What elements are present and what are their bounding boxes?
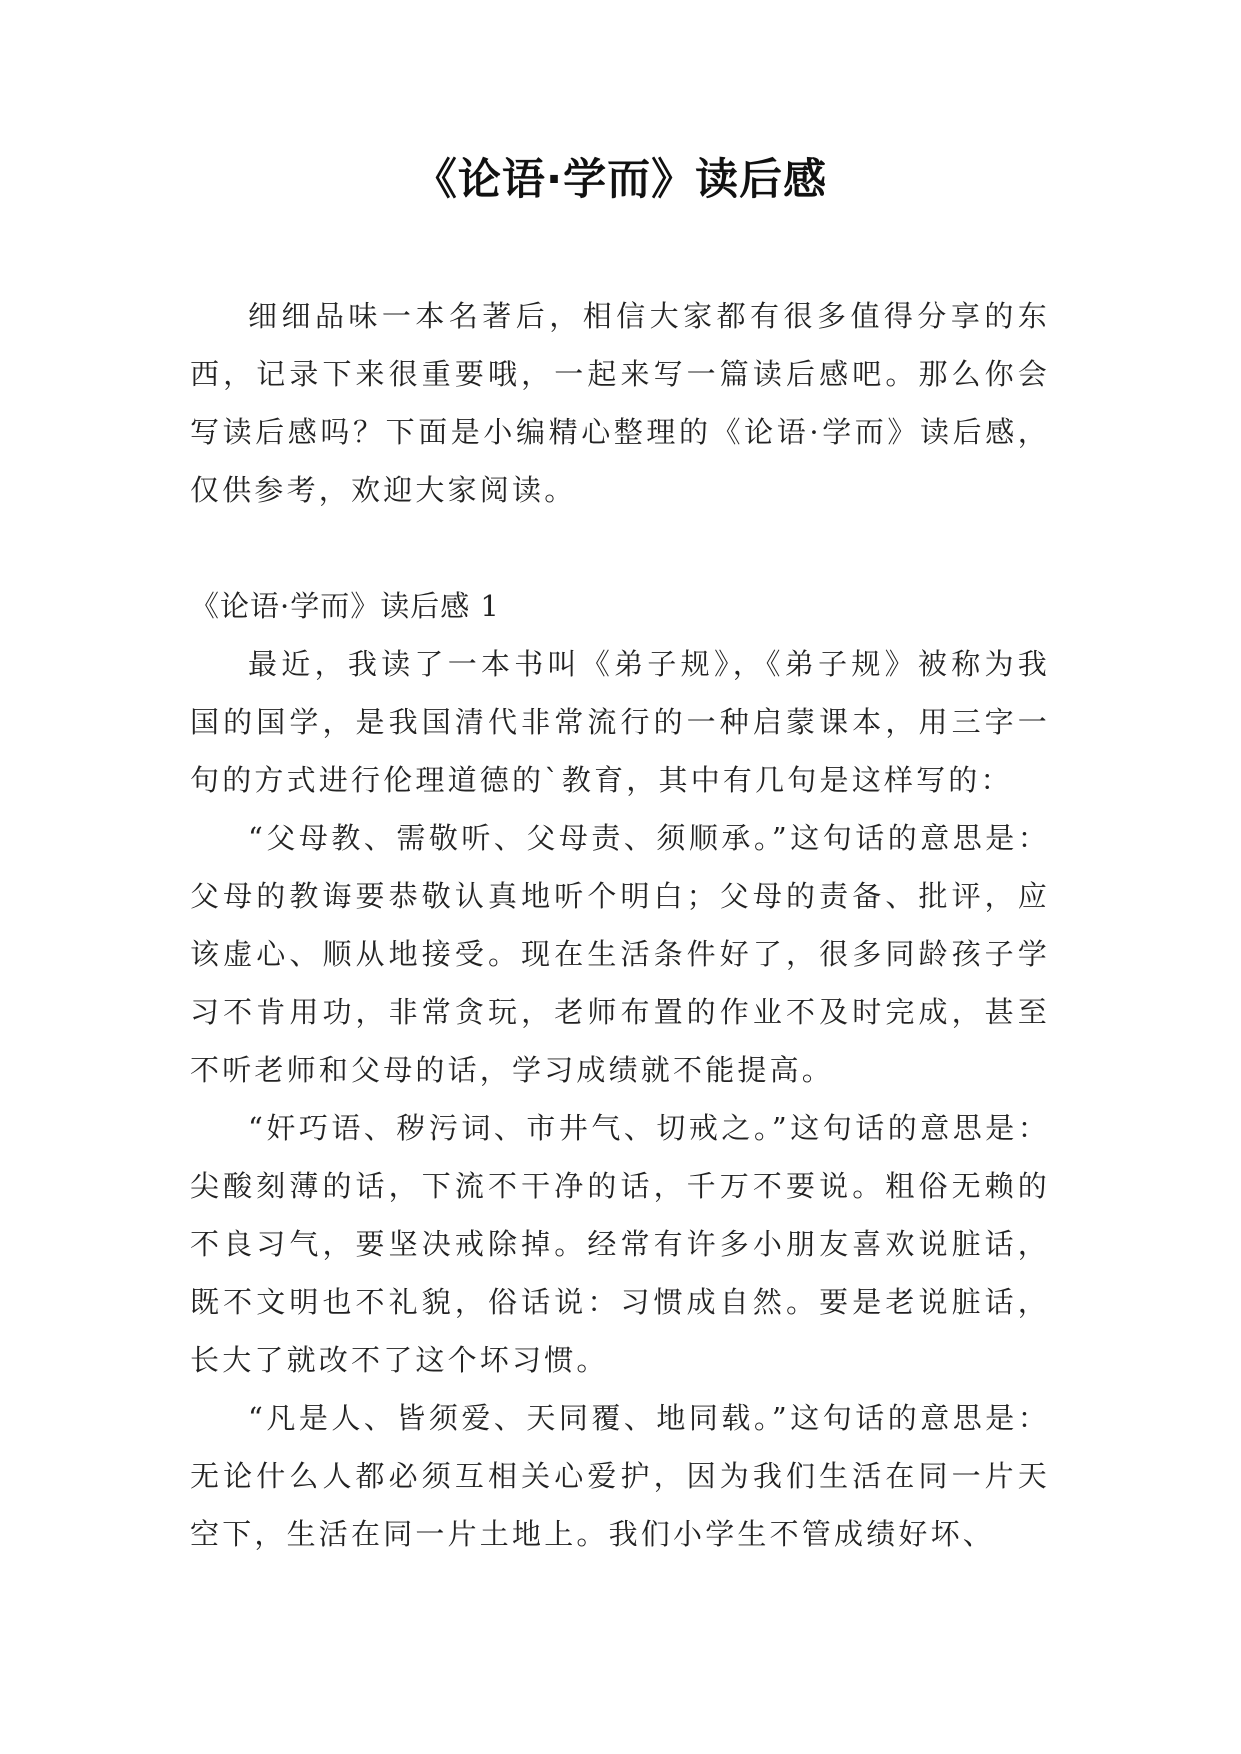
section-heading: 《论语·学而》读后感 1 [190,589,500,623]
body-paragraph: “凡是人、皆须爱、天同覆、地同载。”这句话的意思是：无论什么人都必须互相关心爱护，因为我们生活在同一片天空下，生活在同一片土地上。我们小学生不管成绩好坏、 [190,1401,1050,1551]
document-title: 《论语·学而》读后感 [413,155,828,205]
document-body [190,287,1050,1563]
intro-paragraph: 细细品味一本名著后，相信大家都有很多值得分享的东西，记录下来很重要哦，一起来写一篇读后感吧。那么你会写读后感吗？下面是小编精心整理的《论语·学而》读后感，仅供参考，欢迎大家阅读。 [190,299,1050,507]
body-paragraph: “父母教、需敬听、父母责、须顺承。”这句话的意思是：父母的教诲要恭敬认真地听个明白；父母的责备、批评，应该虚心、顺从地接受。现在生活条件好了，很多同龄孩子学习不肯用功，非常贪玩，老师布置的作业不及时完成，甚至不听老师和父母的话，学习成绩就不能提高。 [190,821,1050,1087]
body-paragraph: 最近，我读了一本书叫《弟子规》，《弟子规》被称为我国的国学，是我国清代非常流行的一种启蒙课本，用三字一句的方式进行伦理道德的`教育，其中有几句是这样写的： [190,647,1050,797]
paragraph-gap [190,519,1050,577]
body-paragraph: “奸巧语、秽污词、市井气、切戒之。”这句话的意思是：尖酸刻薄的话，下流不干净的话，千万不要说。粗俗无赖的不良习气，要坚决戒除掉。经常有许多小朋友喜欢说脏话，既不文明也不礼貌，俗话说：习惯成自然。要是老说脏话，长大了就改不了这个坏习惯。 [190,1111,1050,1377]
